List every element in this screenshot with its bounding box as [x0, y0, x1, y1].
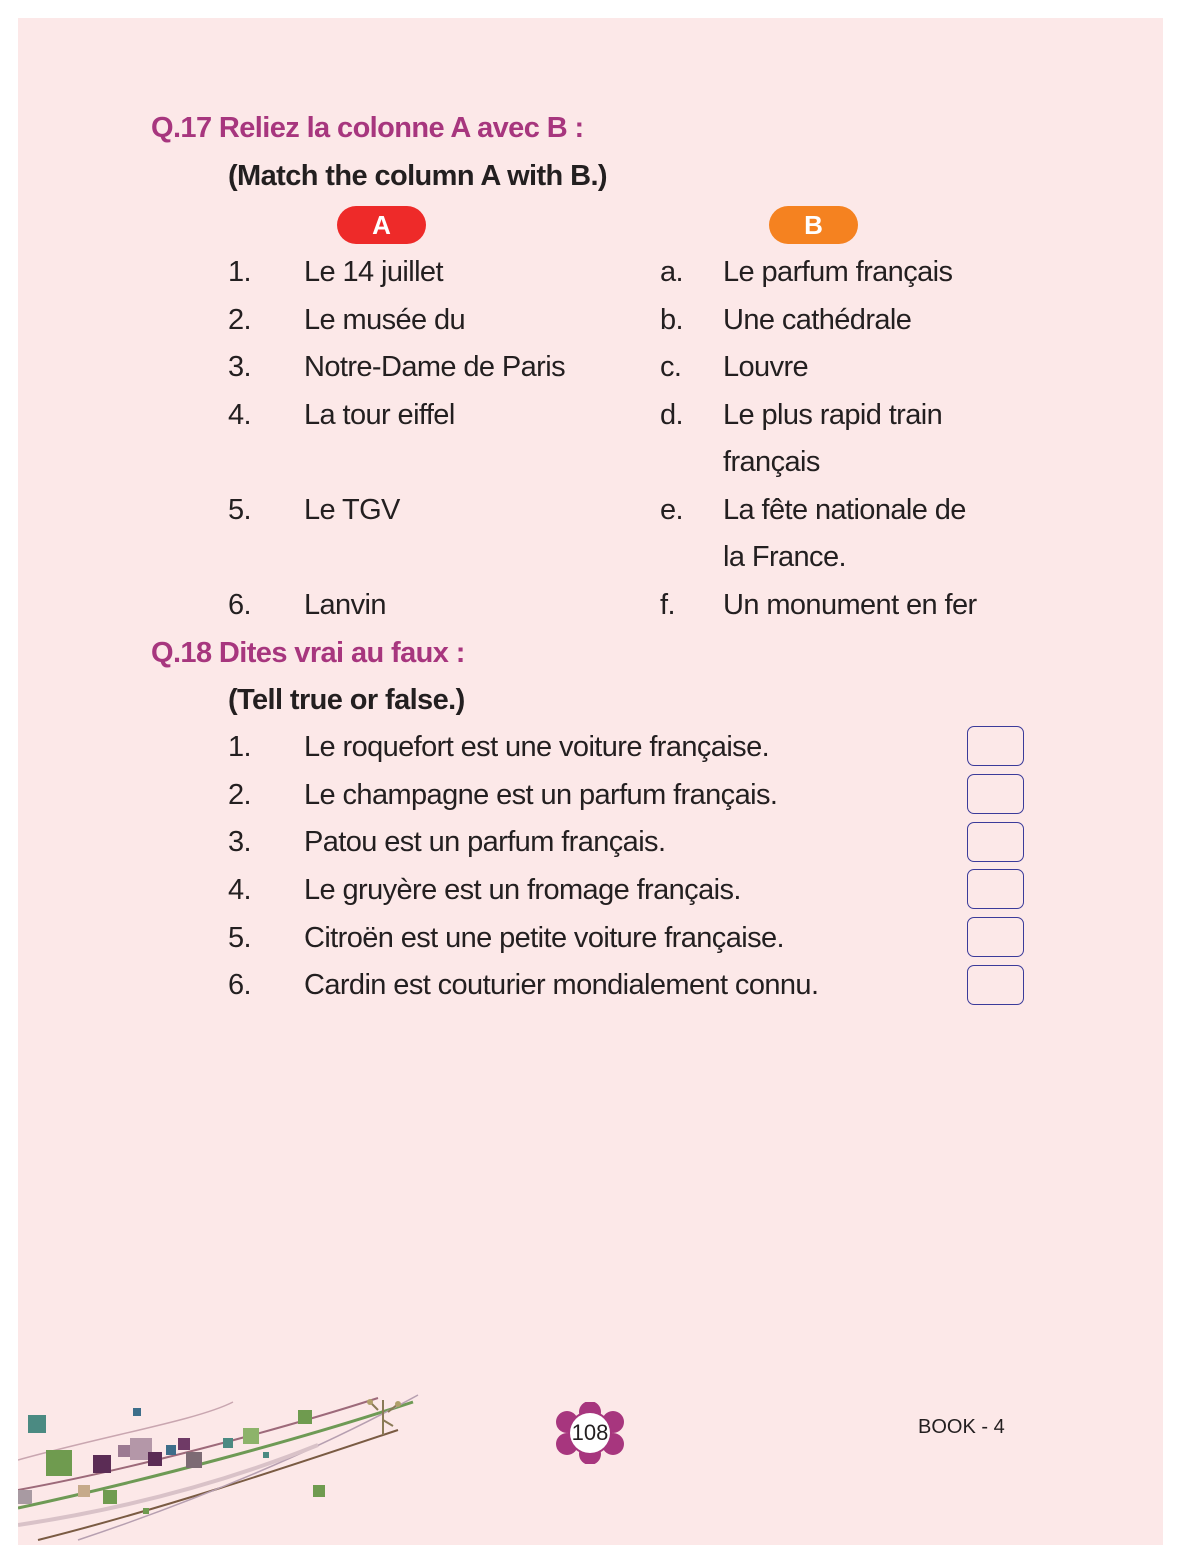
q17-subheading: (Match the column A with B.)	[228, 160, 607, 192]
tf-answer-box-3[interactable]	[967, 822, 1024, 862]
q17-heading: Q.17 Reliez la colonne A avec B :	[151, 112, 584, 144]
tf-num-5: 5.	[228, 922, 251, 954]
col-a-num-2: 2.	[228, 304, 251, 336]
column-b-badge: B	[769, 206, 858, 244]
column-a-badge: A	[337, 206, 426, 244]
q18-heading: Q.18 Dites vrai au faux :	[151, 637, 465, 669]
col-b-letter-a: a.	[660, 256, 683, 288]
tf-statement-4: Le gruyère est un fromage français.	[304, 874, 741, 906]
tf-answer-box-1[interactable]	[967, 726, 1024, 766]
col-a-num-1: 1.	[228, 256, 251, 288]
tf-num-3: 3.	[228, 826, 251, 858]
tf-num-6: 6.	[228, 969, 251, 1001]
tf-num-2: 2.	[228, 779, 251, 811]
col-a-item-2: Le musée du	[304, 304, 466, 336]
tf-statement-3: Patou est un parfum français.	[304, 826, 666, 858]
tf-statement-2: Le champagne est un parfum français.	[304, 779, 778, 811]
tf-num-4: 4.	[228, 874, 251, 906]
col-b-letter-c: c.	[660, 351, 682, 383]
col-a-item-3: Notre-Dame de Paris	[304, 351, 565, 383]
decorative-swirl-icon	[18, 1390, 428, 1545]
col-b-item-d-line2: français	[723, 446, 820, 478]
col-b-item-a: Le parfum français	[723, 256, 953, 288]
col-b-item-f: Un monument en fer	[723, 589, 977, 621]
col-a-item-4: La tour eiffel	[304, 399, 455, 431]
col-b-item-e: La fête nationale de	[723, 494, 966, 526]
col-b-letter-f: f.	[660, 589, 675, 621]
tf-num-1: 1.	[228, 731, 251, 763]
tf-answer-box-5[interactable]	[967, 917, 1024, 957]
tf-answer-box-6[interactable]	[967, 965, 1024, 1005]
col-a-num-6: 6.	[228, 589, 251, 621]
col-b-item-d: Le plus rapid train	[723, 399, 943, 431]
page-number-badge	[554, 1402, 626, 1464]
col-b-item-e-line2: la France.	[723, 541, 846, 573]
tf-statement-1: Le roquefort est une voiture française.	[304, 731, 770, 763]
tf-answer-box-2[interactable]	[967, 774, 1024, 814]
col-a-num-4: 4.	[228, 399, 251, 431]
book-label: BOOK - 4	[918, 1416, 1005, 1438]
col-a-num-5: 5.	[228, 494, 251, 526]
col-a-item-5: Le TGV	[304, 494, 400, 526]
q18-subheading: (Tell true or false.)	[228, 684, 465, 716]
tf-statement-5: Citroën est une petite voiture française.	[304, 922, 784, 954]
page-number: 108	[571, 1420, 609, 1445]
tf-statement-6: Cardin est couturier mondialement connu.	[304, 969, 819, 1001]
col-b-item-c: Louvre	[723, 351, 809, 383]
col-a-num-3: 3.	[228, 351, 251, 383]
col-a-item-1: Le 14 juillet	[304, 256, 443, 288]
col-b-item-b: Une cathédrale	[723, 304, 912, 336]
tf-answer-box-4[interactable]	[967, 869, 1024, 909]
col-b-letter-e: e.	[660, 494, 683, 526]
col-b-letter-b: b.	[660, 304, 683, 336]
col-b-letter-d: d.	[660, 399, 683, 431]
col-a-item-6: Lanvin	[304, 589, 386, 621]
